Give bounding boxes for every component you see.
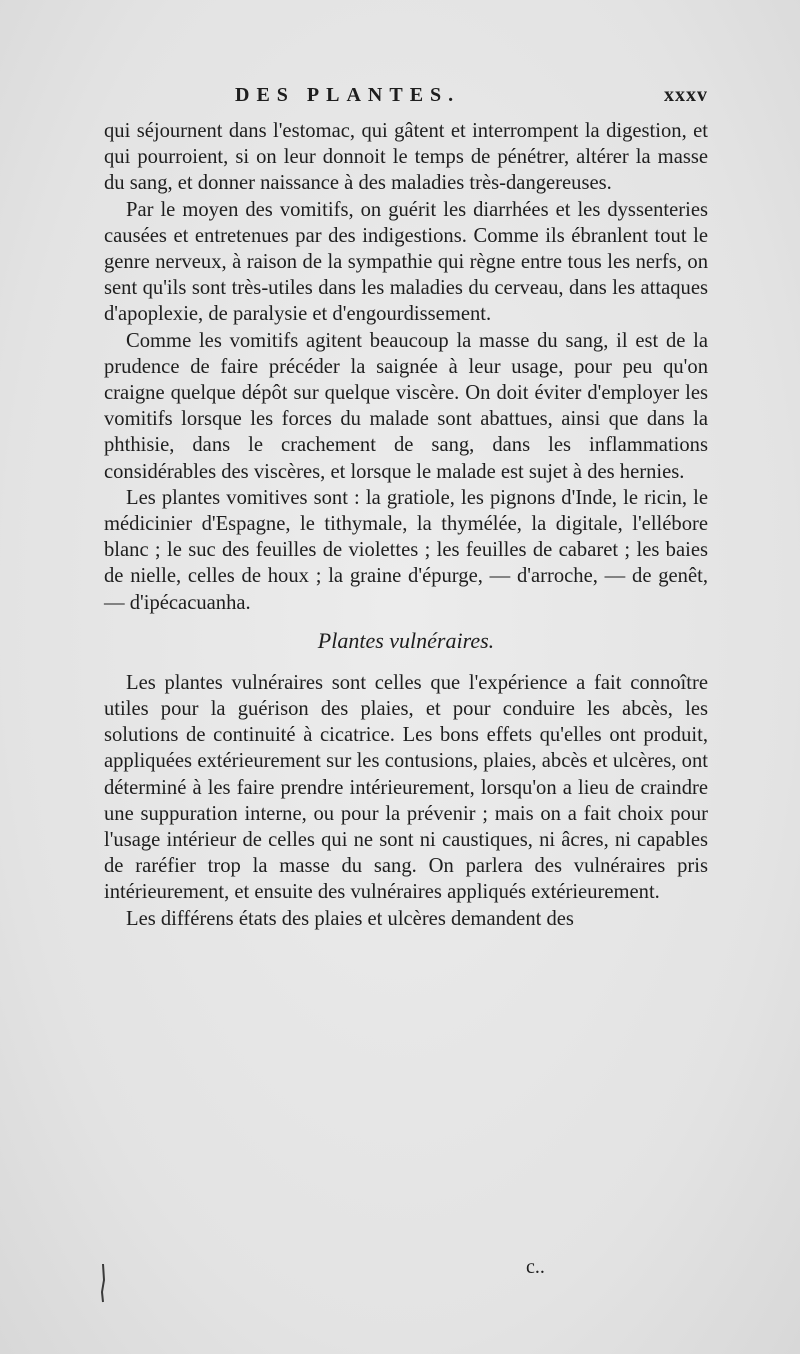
- body-text: [104, 118, 708, 932]
- paragraph: Par le moyen des vomitifs, on guérit les diarrhées et les dyssenteries causées et entretenues par des indigestions. Comme ils ébranlent tout le genre nerveux, à raison de la sympathie qui règne entre tous les nerfs, on sent qu'ils sont très-utiles dans les maladies du cerveau, dans les attaques d'apoplexie, de paralysie et d'engourdissement.: [104, 198, 708, 326]
- paragraph: qui séjournent dans l'estomac, qui gâtent et interrompent la digestion, et qui pourroient, si on leur donnoit le temps de pénétrer, altérer la masse du sang, et donner naissance à des maladies très-dangereuses.: [104, 120, 708, 195]
- ink-mark: [100, 1262, 106, 1304]
- running-head: [100, 84, 708, 112]
- paragraph: Les plantes vulnéraires sont celles que l'expérience a fait connoître utiles pour la guérison des plaies, et pour conduire les abcès, les solutions de continuité à cicatrice. Les bons effets qu'elles ont produit, appliquées extérieurement sur les contusions, plaies, abcès et ulcères, ont déterminé à les faire prendre intérieurement, lorsqu'on a lieu de craindre une suppuration interne, ou pour la prévenir ; mais on a fait choix pour l'usage intérieur de celles qui ne sont ni caustiques, ni âcres, ni capables de raréfier trop la masse du sang. On parlera des vulnéraires pris intérieurement, et ensuite des vulnéraires appliqués extérieurement.: [104, 671, 708, 904]
- paragraph: Comme les vomitifs agitent beaucoup la masse du sang, il est de la prudence de faire précéder la saignée à leur usage, pour peu qu'on craigne quelque dépôt sur quelque viscère. On doit éviter d'employer les vomitifs lorsque les forces du malade sont abattues, ainsi que dans la phthisie, dans le crachement de sang, dans les inflammations considérables des viscères, et lorsque le malade est sujet à des hernies.: [104, 329, 708, 483]
- running-title: DES PLANTES.: [235, 84, 461, 106]
- section-heading: Plantes vulnéraires.: [317, 627, 495, 653]
- paragraph: Les différens états des plaies et ulcères demandent des: [126, 907, 574, 930]
- catchword: c..: [526, 1256, 545, 1278]
- page-number: xxxv: [664, 84, 708, 106]
- paragraph: Les plantes vomitives sont : la gratiole, les pignons d'Inde, le ricin, le médicinier d'Espagne, le tithymale, la thymélée, la digitale, l'ellébore blanc ; le suc des feuilles de violettes ; les feuilles de cabaret ; les baies de nielle, celles de houx ; la graine d'épurge, — d'arroche, — de genêt, — d'ipécacuanha.: [104, 486, 708, 614]
